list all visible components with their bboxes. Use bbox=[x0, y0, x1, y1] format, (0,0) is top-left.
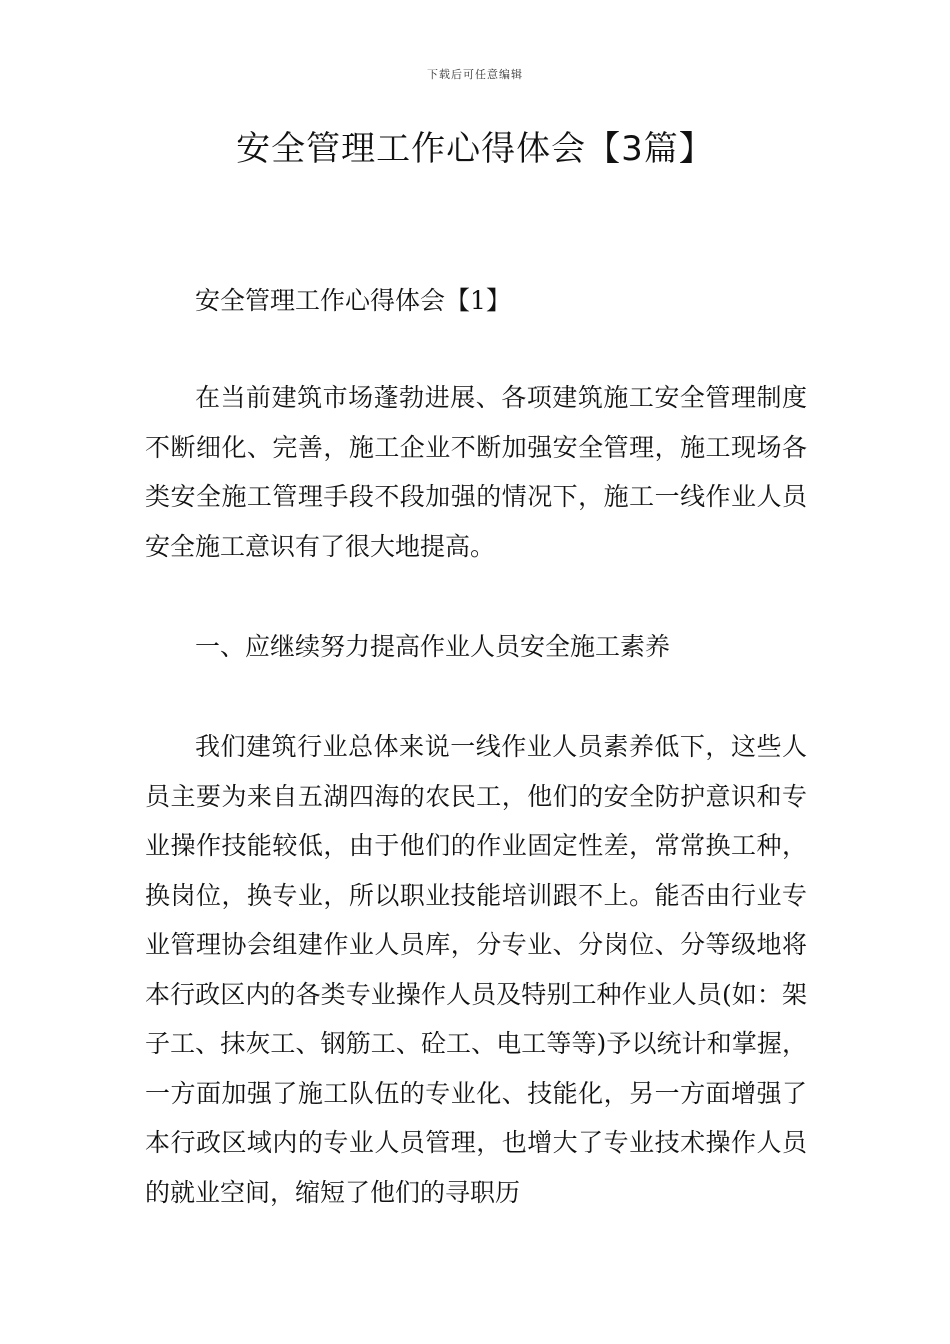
article-subtitle: 安全管理工作心得体会【1】 bbox=[195, 286, 511, 315]
paragraph-body: 我们建筑行业总体来说一线作业人员素养低下，这些人员主要为来自五湖四海的农民工，他们的安全防护意识和专业操作技能较低，由于他们的作业固定性差，常常换工种，换岗位，换专业，所以职业技能培训跟不上。能否由行业专业管理协会组建作业人员库，分专业、分岗位、分等级地将本行政区内的各类专业操作人员及特别工种作业人员(如：架子工、抹灰工、钢筋工、砼工、电工等等)予以统计和掌握，一方面加强了施工队伍的专业化、技能化，另一方面增强了本行政区域内的专业人员管理，也增大了专业技术操作人员的就业空间，缩短了他们的寻职历 bbox=[145, 732, 807, 1207]
section-heading: 一、应继续努力提高作业人员安全施工素养 bbox=[195, 632, 671, 661]
paragraph-intro: 在当前建筑市场蓬勃进展、各项建筑施工安全管理制度不断细化、完善，施工企业不断加强安全管理，施工现场各类安全施工管理手段不段加强的情况下，施工一线作业人员安全施工意识有了很大地提高。 bbox=[145, 383, 807, 561]
document-title: 安全管理工作心得体会【3篇】 bbox=[236, 129, 714, 169]
header-note: 下载后可任意编辑 bbox=[427, 68, 523, 81]
